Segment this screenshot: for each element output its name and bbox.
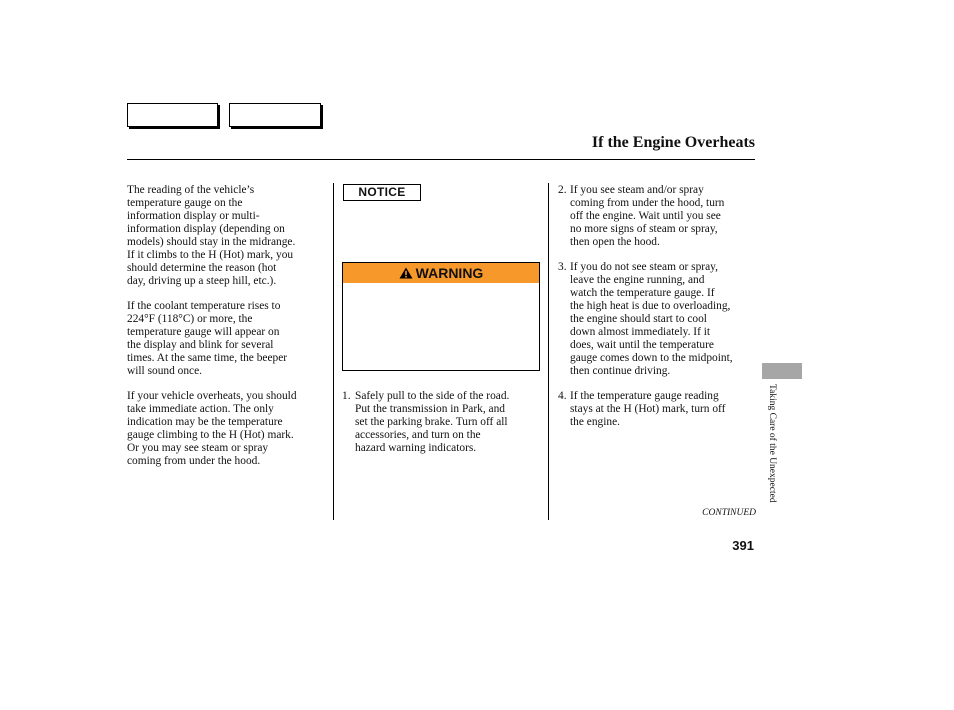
warning-triangle-icon — [399, 267, 413, 279]
step-number: 2. — [558, 184, 567, 196]
nav-button-main-menu[interactable] — [127, 103, 218, 127]
column-divider-1 — [333, 183, 334, 520]
column-divider-2 — [548, 183, 549, 520]
warning-header — [343, 263, 539, 283]
step-text: If you see steam and/or spray coming from under the hood, turn off the engine. Wait until you see no more signs of steam or spray, then open the hood. — [570, 184, 725, 248]
list-item — [558, 390, 758, 435]
intro-paragraph: The reading of the vehicle’s temperature gauge on the information display or multi- information display (depending on models) should stay in the midrange. If it climbs to the H (Hot) mark, you should determine the reason (hot day, driving up a steep hill, etc.). — [127, 184, 296, 287]
list-item — [558, 261, 758, 381]
page-number: 391 — [732, 538, 754, 553]
step-number: 4. — [558, 390, 567, 402]
section-tab[interactable] — [762, 363, 802, 379]
notice-label: NOTICE — [343, 184, 421, 201]
coolant-paragraph: If the coolant temperature rises to 224°F (118°C) or more, the temperature gauge will appear on the display and blink for several times. At the same time, the beeper will sound once. — [127, 300, 288, 377]
nav-button-index[interactable] — [229, 103, 321, 127]
step-number: 3. — [558, 261, 567, 273]
warning-box — [342, 262, 540, 371]
step-text: Safely pull to the side of the road. Put the transmission in Park, and set the parking brake. Turn off all accessories, and turn on the hazard warning indicators. — [355, 390, 510, 454]
continued-label: CONTINUED — [702, 508, 756, 518]
list-item — [558, 184, 758, 254]
overheat-paragraph: If your vehicle overheats, you should take immediate action. The only indication may be the temperature gauge climbing to the H (Hot) mark. Or you may see steam or spray coming from under the hood. — [127, 390, 297, 467]
list-item — [342, 390, 542, 460]
warning-label: WARNING — [415, 265, 484, 281]
step-text: If the temperature gauge reading stays at the H (Hot) mark, turn off the engine. — [570, 390, 726, 428]
title-divider — [127, 159, 755, 160]
step-number: 1. — [342, 390, 351, 402]
step-text: If you do not see steam or spray, leave the engine running, and watch the temperature gauge. If the high heat is due to overloading, the engine should start to cool down almost immediately. If it does, wait until the temperature gauge comes down to the midpoint, then continue driving. — [570, 261, 733, 377]
section-label: Taking Care of the Unexpected — [767, 384, 777, 503]
page-title: If the Engine Overheats — [591, 134, 755, 151]
